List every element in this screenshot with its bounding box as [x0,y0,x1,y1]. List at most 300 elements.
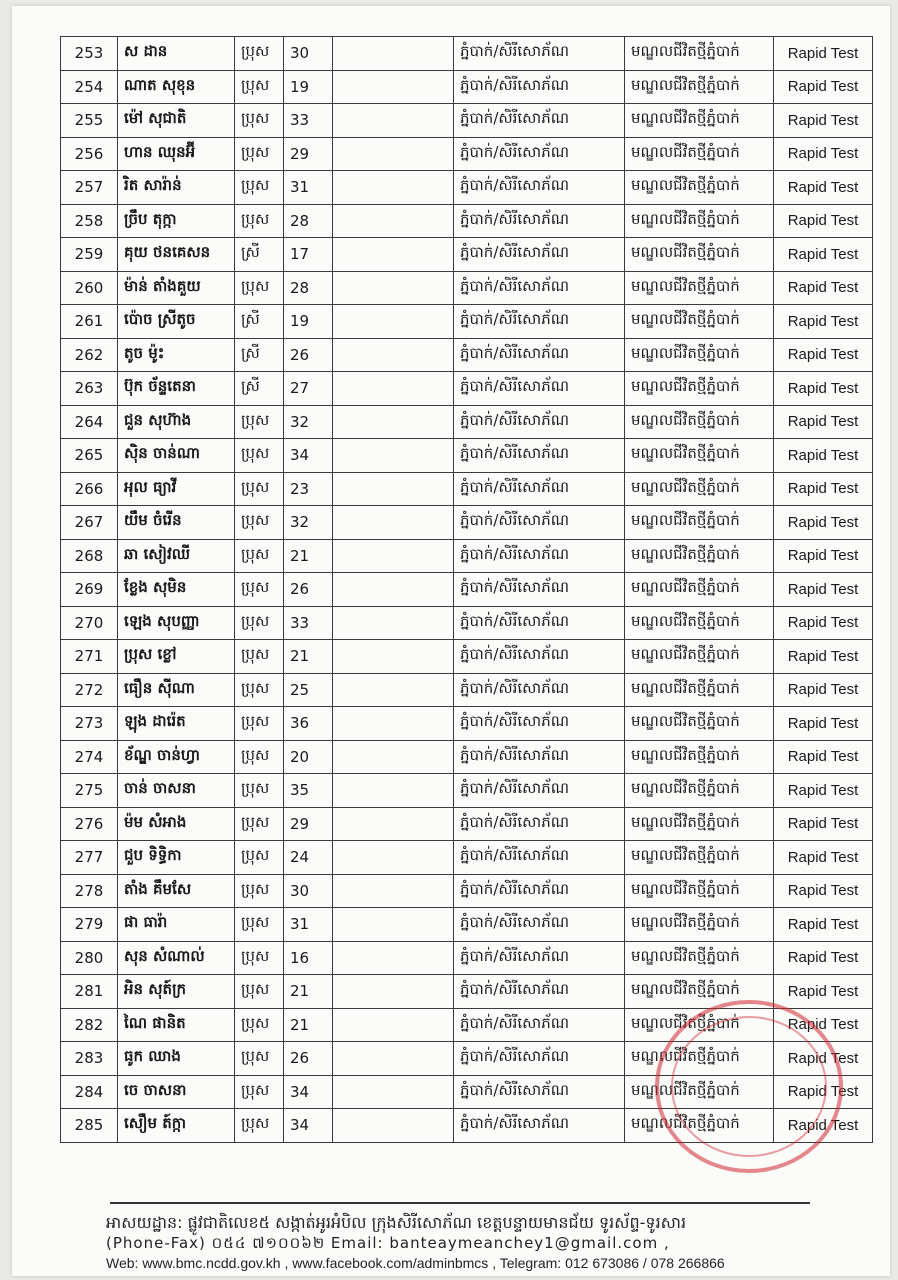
test-method-cell: Rapid Test [774,338,873,372]
test-method-cell: Rapid Test [774,941,873,975]
blank-cell [333,405,454,439]
age-cell: 33 [284,606,333,640]
test-method-cell: Rapid Test [774,506,873,540]
table-row [61,673,873,707]
age-cell: 28 [284,271,333,305]
blank-cell [333,104,454,138]
person-name: តាំង គឹមសែ [118,874,235,908]
row-number: 258 [61,204,118,238]
table-row [61,271,873,305]
location-cell: ភ្នំបាក់/សិរីសោភ័ណ [454,137,625,171]
sex-cell: ប្រុស [235,740,284,774]
sex-cell: ប្រុស [235,271,284,305]
center-cell: មណ្ឌលជីវិតថ្មីភ្នំបាក់ [625,774,774,808]
center-cell: មណ្ឌលជីវិតថ្មីភ្នំបាក់ [625,606,774,640]
test-method-cell: Rapid Test [774,774,873,808]
table-row [61,171,873,205]
blank-cell [333,1042,454,1076]
blank-cell [333,908,454,942]
test-method-cell: Rapid Test [774,472,873,506]
test-method-cell: Rapid Test [774,305,873,339]
blank-cell [333,338,454,372]
sex-cell: ប្រុស [235,941,284,975]
sex-cell: ប្រុស [235,975,284,1009]
blank-cell [333,506,454,540]
row-number: 255 [61,104,118,138]
age-cell: 31 [284,171,333,205]
row-number: 276 [61,807,118,841]
row-number: 272 [61,673,118,707]
location-cell: ភ្នំបាក់/សិរីសោភ័ណ [454,908,625,942]
row-number: 254 [61,70,118,104]
blank-cell [333,305,454,339]
table-row [61,305,873,339]
location-cell: ភ្នំបាក់/សិរីសោភ័ណ [454,539,625,573]
person-name: ហាន ឈុនអ៊ី [118,137,235,171]
row-number: 265 [61,439,118,473]
table-row [61,740,873,774]
sex-cell: ប្រុស [235,1042,284,1076]
table-row [61,707,873,741]
age-cell: 34 [284,439,333,473]
location-cell: ភ្នំបាក់/សិរីសោភ័ណ [454,707,625,741]
table-row [61,439,873,473]
roster-table [60,36,873,1143]
blank-cell [333,874,454,908]
row-number: 263 [61,372,118,406]
sex-cell: ប្រុស [235,807,284,841]
center-cell: មណ្ឌលជីវិតថ្មីភ្នំបាក់ [625,372,774,406]
table-row [61,975,873,1009]
sex-cell: ប្រុស [235,137,284,171]
location-cell: ភ្នំបាក់/សិរីសោភ័ណ [454,305,625,339]
blank-cell [333,271,454,305]
blank-cell [333,606,454,640]
table-row [61,37,873,71]
test-method-cell: Rapid Test [774,673,873,707]
blank-cell [333,1008,454,1042]
blank-cell [333,640,454,674]
test-method-cell: Rapid Test [774,439,873,473]
row-number: 277 [61,841,118,875]
sex-cell: ស្រី [235,238,284,272]
blank-cell [333,740,454,774]
blank-cell [333,573,454,607]
person-name: ម៉ម សំអាង [118,807,235,841]
age-cell: 34 [284,1109,333,1143]
location-cell: ភ្នំបាក់/សិរីសោភ័ណ [454,104,625,138]
table-row [61,1075,873,1109]
location-cell: ភ្នំបាក់/សិរីសោភ័ណ [454,70,625,104]
location-cell: ភ្នំបាក់/សិរីសោភ័ណ [454,37,625,71]
table-row [61,472,873,506]
location-cell: ភ្នំបាក់/សិរីសោភ័ណ [454,439,625,473]
test-method-cell: Rapid Test [774,204,873,238]
table-row [61,137,873,171]
footer-divider [110,1202,810,1204]
person-name: ឆា សៀវឈី [118,539,235,573]
location-cell: ភ្នំបាក់/សិរីសោភ័ណ [454,1075,625,1109]
person-name: ផា ធារ៉ា [118,908,235,942]
table-row [61,204,873,238]
roster-body [61,37,873,1143]
person-name: ឡេង សុបញ្ញា [118,606,235,640]
test-method-cell: Rapid Test [774,37,873,71]
age-cell: 23 [284,472,333,506]
row-number: 273 [61,707,118,741]
test-method-cell: Rapid Test [774,841,873,875]
blank-cell [333,137,454,171]
age-cell: 31 [284,908,333,942]
location-cell: ភ្នំបាក់/សិរីសោភ័ណ [454,506,625,540]
age-cell: 26 [284,1042,333,1076]
table-row [61,841,873,875]
test-method-cell: Rapid Test [774,707,873,741]
person-name: ឡុង ដារ៉េត [118,707,235,741]
blank-cell [333,37,454,71]
row-number: 261 [61,305,118,339]
center-cell: មណ្ឌលជីវិតថ្មីភ្នំបាក់ [625,941,774,975]
location-cell: ភ្នំបាក់/សិរីសោភ័ណ [454,238,625,272]
test-method-cell: Rapid Test [774,1042,873,1076]
test-method-cell: Rapid Test [774,1075,873,1109]
test-method-cell: Rapid Test [774,807,873,841]
sex-cell: ប្រុស [235,1075,284,1109]
location-cell: ភ្នំបាក់/សិរីសោភ័ណ [454,573,625,607]
row-number: 274 [61,740,118,774]
age-cell: 36 [284,707,333,741]
test-method-cell: Rapid Test [774,539,873,573]
location-cell: ភ្នំបាក់/សិរីសោភ័ណ [454,405,625,439]
sex-cell: ប្រុស [235,640,284,674]
age-cell: 26 [284,573,333,607]
person-name: ជួប ទិទ្ធិកា [118,841,235,875]
center-cell: មណ្ឌលជីវិតថ្មីភ្នំបាក់ [625,506,774,540]
sex-cell: ប្រុស [235,439,284,473]
location-cell: ភ្នំបាក់/សិរីសោភ័ណ [454,472,625,506]
age-cell: 21 [284,640,333,674]
test-method-cell: Rapid Test [774,405,873,439]
row-number: 271 [61,640,118,674]
age-cell: 27 [284,372,333,406]
sex-cell: ស្រី [235,338,284,372]
test-method-cell: Rapid Test [774,975,873,1009]
center-cell: មណ្ឌលជីវិតថ្មីភ្នំបាក់ [625,137,774,171]
test-method-cell: Rapid Test [774,104,873,138]
center-cell: មណ្ឌលជីវិតថ្មីភ្នំបាក់ [625,673,774,707]
row-number: 278 [61,874,118,908]
test-method-cell: Rapid Test [774,70,873,104]
age-cell: 25 [284,673,333,707]
age-cell: 28 [284,204,333,238]
age-cell: 24 [284,841,333,875]
age-cell: 29 [284,807,333,841]
location-cell: ភ្នំបាក់/សិរីសោភ័ណ [454,171,625,205]
center-cell: មណ្ឌលជីវិតថ្មីភ្នំបាក់ [625,1008,774,1042]
person-name: ណាត សុខុន [118,70,235,104]
location-cell: ភ្នំបាក់/សិរីសោភ័ណ [454,1008,625,1042]
location-cell: ភ្នំបាក់/សិរីសោភ័ណ [454,874,625,908]
person-name: ចាន់ ចាសនា [118,774,235,808]
age-cell: 33 [284,104,333,138]
table-row [61,908,873,942]
age-cell: 19 [284,70,333,104]
row-number: 283 [61,1042,118,1076]
person-name: ណៃ ផានិត [118,1008,235,1042]
row-number: 280 [61,941,118,975]
person-name: គុយ ថនគេសន [118,238,235,272]
row-number: 269 [61,573,118,607]
blank-cell [333,238,454,272]
blank-cell [333,673,454,707]
age-cell: 34 [284,1075,333,1109]
center-cell: មណ្ឌលជីវិតថ្មីភ្នំបាក់ [625,305,774,339]
row-number: 256 [61,137,118,171]
row-number: 275 [61,774,118,808]
location-cell: ភ្នំបាក់/សិរីសោភ័ណ [454,975,625,1009]
center-cell: មណ្ឌលជីវិតថ្មីភ្នំបាក់ [625,807,774,841]
footer-address: អាសយដ្ឋាន: ផ្លូវជាតិលេខ៥ សង្កាត់អូរអំបិល ក្រុងសិរីសោភ័ណ ខេត្តបន្ទាយមានជ័យ ទូរស័ព្ទ-ទូរសារ [106,1213,687,1232]
age-cell: 17 [284,238,333,272]
blank-cell [333,472,454,506]
table-row [61,1109,873,1143]
person-name: អិន សុត៍ក្រ [118,975,235,1009]
person-name: ប្រុស ខ្លៅ [118,640,235,674]
person-name: ប៊ុក ច័ន្ទតេនា [118,372,235,406]
age-cell: 32 [284,405,333,439]
age-cell: 21 [284,539,333,573]
location-cell: ភ្នំបាក់/សិរីសោភ័ណ [454,372,625,406]
sex-cell: ប្រុស [235,37,284,71]
blank-cell [333,1109,454,1143]
center-cell: មណ្ឌលជីវិតថ្មីភ្នំបាក់ [625,740,774,774]
row-number: 267 [61,506,118,540]
center-cell: មណ្ឌលជីវិតថ្មីភ្នំបាក់ [625,908,774,942]
center-cell: មណ្ឌលជីវិតថ្មីភ្នំបាក់ [625,238,774,272]
location-cell: ភ្នំបាក់/សិរីសោភ័ណ [454,640,625,674]
center-cell: មណ្ឌលជីវិតថ្មីភ្នំបាក់ [625,707,774,741]
age-cell: 21 [284,1008,333,1042]
person-name: រិត សារ៉ាន់ [118,171,235,205]
sex-cell: ស្រី [235,372,284,406]
row-number: 285 [61,1109,118,1143]
person-name: តូច ម៉ូះ [118,338,235,372]
person-name: ខ័ណ្ឌ ចាន់ហ្វា [118,740,235,774]
age-cell: 35 [284,774,333,808]
row-number: 281 [61,975,118,1009]
sex-cell: ប្រុស [235,908,284,942]
location-cell: ភ្នំបាក់/សិរីសោភ័ណ [454,740,625,774]
location-cell: ភ្នំបាក់/សិរីសោភ័ណ [454,338,625,372]
person-name: ម៉ៅ សុជាតិ [118,104,235,138]
person-name: ជួន សុហ៊ាង [118,405,235,439]
table-row [61,874,873,908]
sex-cell: ប្រុស [235,539,284,573]
test-method-cell: Rapid Test [774,606,873,640]
location-cell: ភ្នំបាក់/សិរីសោភ័ណ [454,271,625,305]
location-cell: ភ្នំបាក់/សិរីសោភ័ណ [454,606,625,640]
sex-cell: ប្រុស [235,841,284,875]
row-number: 270 [61,606,118,640]
table-row [61,372,873,406]
center-cell: មណ្ឌលជីវិតថ្មីភ្នំបាក់ [625,204,774,238]
location-cell: ភ្នំបាក់/សិរីសោភ័ណ [454,1109,625,1143]
row-number: 253 [61,37,118,71]
test-method-cell: Rapid Test [774,137,873,171]
person-name: ស៊ិន ចាន់ណា [118,439,235,473]
center-cell: មណ្ឌលជីវិតថ្មីភ្នំបាក់ [625,171,774,205]
table-row [61,70,873,104]
age-cell: 21 [284,975,333,1009]
table-row [61,405,873,439]
sex-cell: ស្រី [235,305,284,339]
person-name: ម៉ាន់ តាំងគួយ [118,271,235,305]
location-cell: ភ្នំបាក់/សិរីសោភ័ណ [454,673,625,707]
row-number: 262 [61,338,118,372]
person-name: ខ្លែង សុមិន [118,573,235,607]
sex-cell: ប្រុស [235,472,284,506]
blank-cell [333,774,454,808]
sex-cell: ប្រុស [235,573,284,607]
center-cell: មណ្ឌលជីវិតថ្មីភ្នំបាក់ [625,1042,774,1076]
location-cell: ភ្នំបាក់/សិរីសោភ័ណ [454,841,625,875]
blank-cell [333,975,454,1009]
row-number: 268 [61,539,118,573]
age-cell: 16 [284,941,333,975]
sex-cell: ប្រុស [235,204,284,238]
test-method-cell: Rapid Test [774,171,873,205]
test-method-cell: Rapid Test [774,1008,873,1042]
blank-cell [333,204,454,238]
table-row [61,1042,873,1076]
table-row [61,104,873,138]
blank-cell [333,1075,454,1109]
location-cell: ភ្នំបាក់/សិរីសោភ័ណ [454,941,625,975]
sex-cell: ប្រុស [235,606,284,640]
center-cell: មណ្ឌលជីវិតថ្មីភ្នំបាក់ [625,975,774,1009]
sex-cell: ប្រុស [235,506,284,540]
center-cell: មណ្ឌលជីវិតថ្មីភ្នំបាក់ [625,70,774,104]
row-number: 282 [61,1008,118,1042]
row-number: 260 [61,271,118,305]
person-name: សុន សំណាល់ [118,941,235,975]
test-method-cell: Rapid Test [774,372,873,406]
sex-cell: ប្រុស [235,673,284,707]
age-cell: 32 [284,506,333,540]
person-name: ធូក ឈាង [118,1042,235,1076]
location-cell: ភ្នំបាក់/សិរីសោភ័ណ [454,774,625,808]
test-method-cell: Rapid Test [774,573,873,607]
sex-cell: ប្រុស [235,707,284,741]
center-cell: មណ្ឌលជីវិតថ្មីភ្នំបាក់ [625,37,774,71]
table-row [61,807,873,841]
age-cell: 29 [284,137,333,171]
person-name: ប៉ោច ស្រីតូច [118,305,235,339]
footer-contact: (Phone-Fax) ០៥៤ ៧១០០៦២ Email: banteaymeanchey1@gmail.com , [106,1234,670,1252]
person-name: ចេ ចាសនា [118,1075,235,1109]
center-cell: មណ្ឌលជីវិតថ្មីភ្នំបាក់ [625,841,774,875]
person-name: សឿម ត៍ក្កា [118,1109,235,1143]
table-row [61,606,873,640]
row-number: 257 [61,171,118,205]
blank-cell [333,807,454,841]
center-cell: មណ្ឌលជីវិតថ្មីភ្នំបាក់ [625,439,774,473]
center-cell: មណ្ឌលជីវិតថ្មីភ្នំបាក់ [625,1109,774,1143]
row-number: 279 [61,908,118,942]
blank-cell [333,841,454,875]
table-row [61,238,873,272]
table-row [61,640,873,674]
center-cell: មណ្ឌលជីវិតថ្មីភ្នំបាក់ [625,874,774,908]
location-cell: ភ្នំបាក់/សិរីសោភ័ណ [454,807,625,841]
sex-cell: ប្រុស [235,171,284,205]
person-name: ធឿន ស៊ីណា [118,673,235,707]
table-row [61,539,873,573]
age-cell: 19 [284,305,333,339]
test-method-cell: Rapid Test [774,874,873,908]
center-cell: មណ្ឌលជីវិតថ្មីភ្នំបាក់ [625,271,774,305]
table-row [61,1008,873,1042]
center-cell: មណ្ឌលជីវិតថ្មីភ្នំបាក់ [625,472,774,506]
blank-cell [333,941,454,975]
sex-cell: ប្រុស [235,1109,284,1143]
center-cell: មណ្ឌលជីវិតថ្មីភ្នំបាក់ [625,640,774,674]
sex-cell: ប្រុស [235,1008,284,1042]
center-cell: មណ្ឌលជីវិតថ្មីភ្នំបាក់ [625,405,774,439]
footer-web: Web: www.bmc.ncdd.gov.kh , www.facebook.com/adminbmcs , Telegram: 012 673086 / 078 266866 [106,1255,725,1271]
test-method-cell: Rapid Test [774,1109,873,1143]
center-cell: មណ្ឌលជីវិតថ្មីភ្នំបាក់ [625,539,774,573]
blank-cell [333,372,454,406]
center-cell: មណ្ឌលជីវិតថ្មីភ្នំបាក់ [625,1075,774,1109]
person-name: ស ដាន [118,37,235,71]
blank-cell [333,707,454,741]
center-cell: មណ្ឌលជីវិតថ្មីភ្នំបាក់ [625,104,774,138]
test-method-cell: Rapid Test [774,238,873,272]
row-number: 259 [61,238,118,272]
location-cell: ភ្នំបាក់/សិរីសោភ័ណ [454,204,625,238]
table-row [61,506,873,540]
age-cell: 30 [284,37,333,71]
center-cell: មណ្ឌលជីវិតថ្មីភ្នំបាក់ [625,573,774,607]
sex-cell: ប្រុស [235,405,284,439]
location-cell: ភ្នំបាក់/សិរីសោភ័ណ [454,1042,625,1076]
blank-cell [333,539,454,573]
blank-cell [333,171,454,205]
person-name: យឹម ចំរើន [118,506,235,540]
test-method-cell: Rapid Test [774,271,873,305]
test-method-cell: Rapid Test [774,908,873,942]
sex-cell: ប្រុស [235,874,284,908]
blank-cell [333,70,454,104]
test-method-cell: Rapid Test [774,740,873,774]
person-name: អុល ធ្យាវី [118,472,235,506]
row-number: 266 [61,472,118,506]
sex-cell: ប្រុស [235,104,284,138]
person-name: ច្រឹប តុក្កា [118,204,235,238]
center-cell: មណ្ឌលជីវិតថ្មីភ្នំបាក់ [625,338,774,372]
row-number: 264 [61,405,118,439]
row-number: 284 [61,1075,118,1109]
sex-cell: ប្រុស [235,774,284,808]
table-row [61,338,873,372]
table-row [61,573,873,607]
age-cell: 30 [284,874,333,908]
blank-cell [333,439,454,473]
test-method-cell: Rapid Test [774,640,873,674]
age-cell: 26 [284,338,333,372]
age-cell: 20 [284,740,333,774]
